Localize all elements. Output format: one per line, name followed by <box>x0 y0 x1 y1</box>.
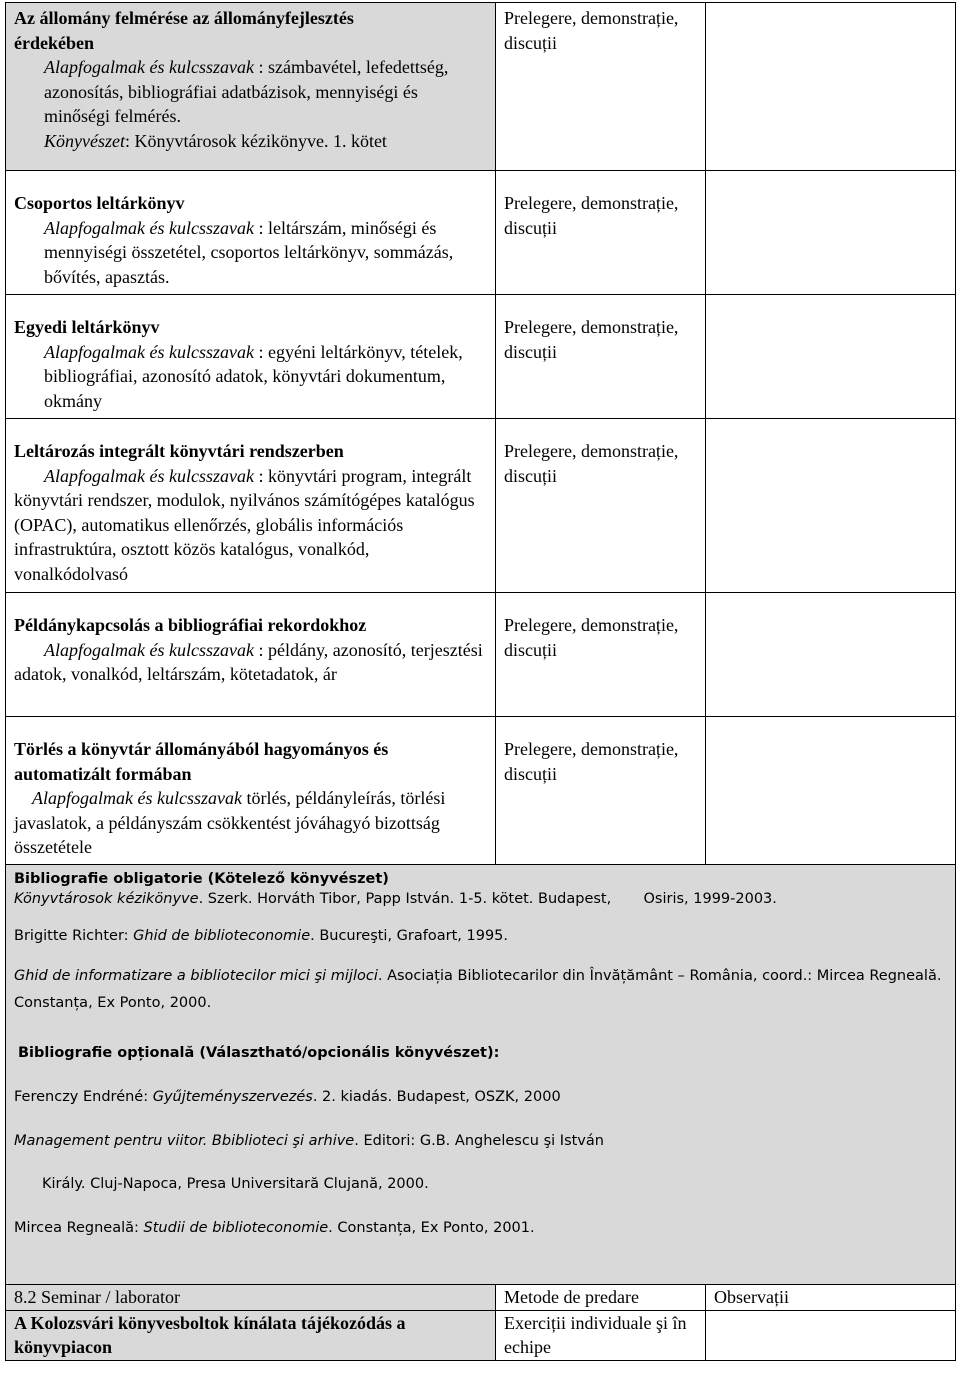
bibliography-entry: Management pentru viitor. Bbiblioteci şi arhive. Editori: G.B. Anghelescu şi István <box>14 1133 604 1149</box>
topic-cell <box>6 171 496 295</box>
topic-row <box>6 717 956 865</box>
bibliography-entry-continued: Király. Cluj-Napoca, Presa Universitară Clujană, 2000. <box>42 1176 429 1192</box>
topic-row <box>6 593 956 717</box>
topic-title: Az állomány felmérése az állományfejlesztés érdekében <box>14 8 354 53</box>
topic-title: Leltározás integrált könyvtári rendszerben <box>14 441 344 461</box>
topic-row <box>6 295 956 419</box>
topic-row <box>6 171 956 295</box>
seminar-topic-title: A Kolozsvári könyvesboltok kínálata tájékozódás a könyvpiacon <box>14 1312 406 1357</box>
keywords-label: Alapfogalmak és kulcsszavak <box>44 465 254 486</box>
bibliography-entry: Mircea Regneală: Studii de biblioteconomie. Constanța, Ex Ponto, 2001. <box>14 1220 535 1236</box>
keywords-text: könyvtári program, integrált könyvtári rendszer, modulok, nyilvános számítógépes katalógus (OPAC), automatikus ellenőrzés, globális információs infrastruktúra, osztott közös katalógus, vonalkód, vonalkódolvasó <box>14 465 475 584</box>
keywords-label: Alapfogalmak és kulcsszavak <box>44 57 254 77</box>
topic-keywords: Alapfogalmak és kulcsszavak : egyéni leltárkönyv, tételek, bibliográfiai, azonosító adatok, könyvtári dokumentum, okmány <box>44 341 463 411</box>
bibliography-entry: Brigitte Richter: Ghid de biblioteconomie. Bucureşti, Grafoart, 1995. <box>14 928 508 944</box>
document-page <box>5 2 955 1361</box>
method-cell <box>496 3 706 171</box>
topic-row <box>6 419 956 593</box>
obligatory-bibliography-heading: Bibliografie obligatorie (Kötelező könyvészet) <box>14 871 389 887</box>
methods-header-cell: Metode de predare <box>496 1285 706 1311</box>
topic-keywords: Alapfogalmak és kulcsszavak : könyvtári program, integrált könyvtári rendszer, modulok, nyilvános számítógépes katalógus (OPAC), automatikus ellenőrzés, globális információs infrastruktúra, osztott közös katalógus, vonalkód, vonalkódolvasó <box>14 465 475 584</box>
method-cell <box>496 593 706 717</box>
teaching-method: Prelegere, demonstrație, discuții <box>504 739 679 784</box>
topic-keywords: Alapfogalmak és kulcsszavak : számbavétel, lefedettség, azonosítás, bibliográfiai adatbázisok, mennyiségi és minőségi felmérés. <box>44 57 449 126</box>
seminar-row <box>6 1310 956 1360</box>
topic-title: Példánykapcsolás a bibliográfiai rekordokhoz <box>14 615 367 635</box>
seminar-method-cell <box>496 1310 706 1360</box>
keywords-text: számbavétel, lefedettség, azonosítás, bibliográfiai adatbázisok, mennyiségi és minőségi felmérés. <box>44 57 449 126</box>
course-topics-table <box>5 2 956 1361</box>
method-cell <box>496 171 706 295</box>
teaching-method: Prelegere, demonstrație, discuții <box>504 615 679 660</box>
topic-cell <box>6 3 496 171</box>
observations-cell <box>706 3 956 171</box>
method-cell <box>496 419 706 593</box>
keywords-label: Alapfogalmak és kulcsszavak <box>44 217 254 238</box>
keywords-text: példány, azonosító, terjesztési adatok, vonalkód, leltárszám, kötetadatok, ár <box>14 639 483 684</box>
topic-title: Csoportos leltárkönyv <box>14 193 185 213</box>
seminar-teaching-method: Exerciții individuale şi în echipe <box>504 1312 687 1357</box>
keywords-label: Alapfogalmak és kulcsszavak <box>44 639 254 660</box>
teaching-method: Prelegere, demonstrație, discuții <box>504 193 679 238</box>
bibliography-entry: Ferenczy Endréné: Gyűjteményszervezés. 2. kiadás. Budapest, OSZK, 2000 <box>14 1089 561 1105</box>
seminar-observations-cell <box>706 1310 956 1360</box>
topic-cell <box>6 717 496 865</box>
observations-cell <box>706 717 956 865</box>
keywords-text: egyéni leltárkönyv, tételek, bibliográfiai, azonosító adatok, könyvtári dokumentum, okmány <box>44 341 463 411</box>
topic-cell <box>6 419 496 593</box>
bibliography-row <box>6 865 956 1285</box>
topic-row <box>6 3 956 171</box>
observations-header-cell: Observații <box>706 1285 956 1311</box>
seminar-topic-cell <box>6 1310 496 1360</box>
observations-cell <box>706 295 956 419</box>
observations-cell <box>706 419 956 593</box>
topic-cell <box>6 593 496 717</box>
topic-cell <box>6 295 496 419</box>
topic-keywords <box>14 786 487 860</box>
observations-cell <box>706 171 956 295</box>
seminar-header-cell: 8.2 Seminar / laborator <box>6 1285 496 1311</box>
keywords-text: törlés, példányleírás, törlési javaslatok, a példányszám csökkentést jóváhagyó bizottság összetétele <box>14 788 446 857</box>
keywords-label: Alapfogalmak és kulcsszavak <box>44 341 254 362</box>
optional-bibliography-heading: Bibliografie opțională (Választható/opcionális könyvészet): <box>18 1045 500 1061</box>
keywords-label: Alapfogalmak és kulcsszavak <box>32 788 242 808</box>
bibliography-entry: Könyvtárosok kézikönyve. Szerk. Horváth Tibor, Papp István. 1-5. kötet. Budapest, Osiris, 1999-2003. <box>14 891 777 907</box>
teaching-method: Prelegere, demonstrație, discuții <box>504 317 679 362</box>
seminar-header-row <box>6 1285 956 1311</box>
teaching-method: Prelegere, demonstrație, discuții <box>504 441 679 486</box>
topic-title: Törlés a könyvtár állományából hagyományos és automatizált formában <box>14 739 389 784</box>
method-cell <box>496 717 706 865</box>
bibliography-entry: Ghid de informatizare a bibliotecilor mici şi mijloci. Asociația Bibliotecarilor din Învățământ – România, coord.: Mircea Regneală. Constanța, Ex Ponto, 2000. <box>14 968 942 1011</box>
topic-title: Egyedi leltárkönyv <box>14 317 160 337</box>
bibliography-cell <box>6 865 956 1285</box>
method-cell <box>496 295 706 419</box>
teaching-method: Prelegere, demonstrație, discuții <box>504 8 679 53</box>
topic-keywords: Alapfogalmak és kulcsszavak : leltárszám, minőségi és mennyiségi összetétel, csoportos leltárkönyv, sommázás, bővítés, apasztás. <box>44 217 454 287</box>
observations-cell <box>706 593 956 717</box>
topic-bibliography-note: Könyvészet: Könyvtárosok kézikönyve. 1. kötet <box>44 130 387 151</box>
topic-keywords: Alapfogalmak és kulcsszavak : példány, azonosító, terjesztési adatok, vonalkód, leltárszám, kötetadatok, ár <box>14 639 483 684</box>
keywords-text: leltárszám, minőségi és mennyiségi összetétel, csoportos leltárkönyv, sommázás, bővítés, apasztás. <box>44 217 454 287</box>
